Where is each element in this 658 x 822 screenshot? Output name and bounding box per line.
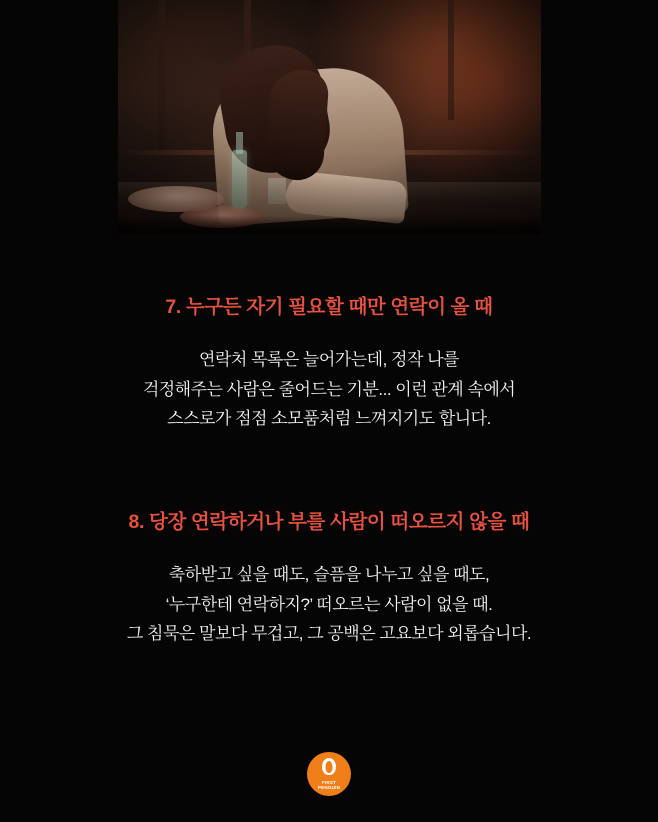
section-body-8-line-3: 그 침묵은 말보다 무겁고, 그 공백은 고요보다 외롭습니다. — [126, 623, 532, 643]
section-body-7 — [0, 345, 658, 433]
section-body-7-line-3: 스스로가 점점 소모품처럼 느껴지기도 합니다. — [167, 408, 491, 428]
section-body-8-line-1: 축하받고 싶을 때도, 슬픔을 나누고 싶을 때도, — [168, 565, 490, 585]
section-body-8 — [0, 560, 658, 648]
brand-logo — [0, 752, 658, 796]
section-body-7-line-2: 걱정해주는 사람은 줄어드는 기분... 이런 관계 속에서 — [142, 379, 516, 399]
logo-text-line-1: FIRST — [321, 779, 337, 785]
text-content — [0, 234, 658, 648]
logo-text-line-2: PENGUIN — [317, 785, 341, 791]
section-body-8-line-2: ‘누구한테 연락하지?’ 떠오르는 사람이 없을 때. — [165, 594, 493, 614]
photo-vignette — [118, 0, 541, 234]
section-heading-8: 8. 당장 연락하거나 부를 사람이 떠오르지 않을 때 — [128, 511, 530, 533]
photo-scene — [118, 0, 541, 234]
section-body-7-line-1: 연락처 목록은 늘어가는데, 정작 나를 — [199, 350, 459, 370]
penguin-icon — [322, 758, 336, 775]
section-heading-7: 7. 누구든 자기 필요할 때만 연락이 올 때 — [165, 296, 493, 318]
penguin-logo-icon — [307, 752, 351, 796]
photo-bottom-fade — [118, 216, 541, 234]
logo-text — [318, 780, 340, 791]
hero-photo — [118, 0, 541, 234]
